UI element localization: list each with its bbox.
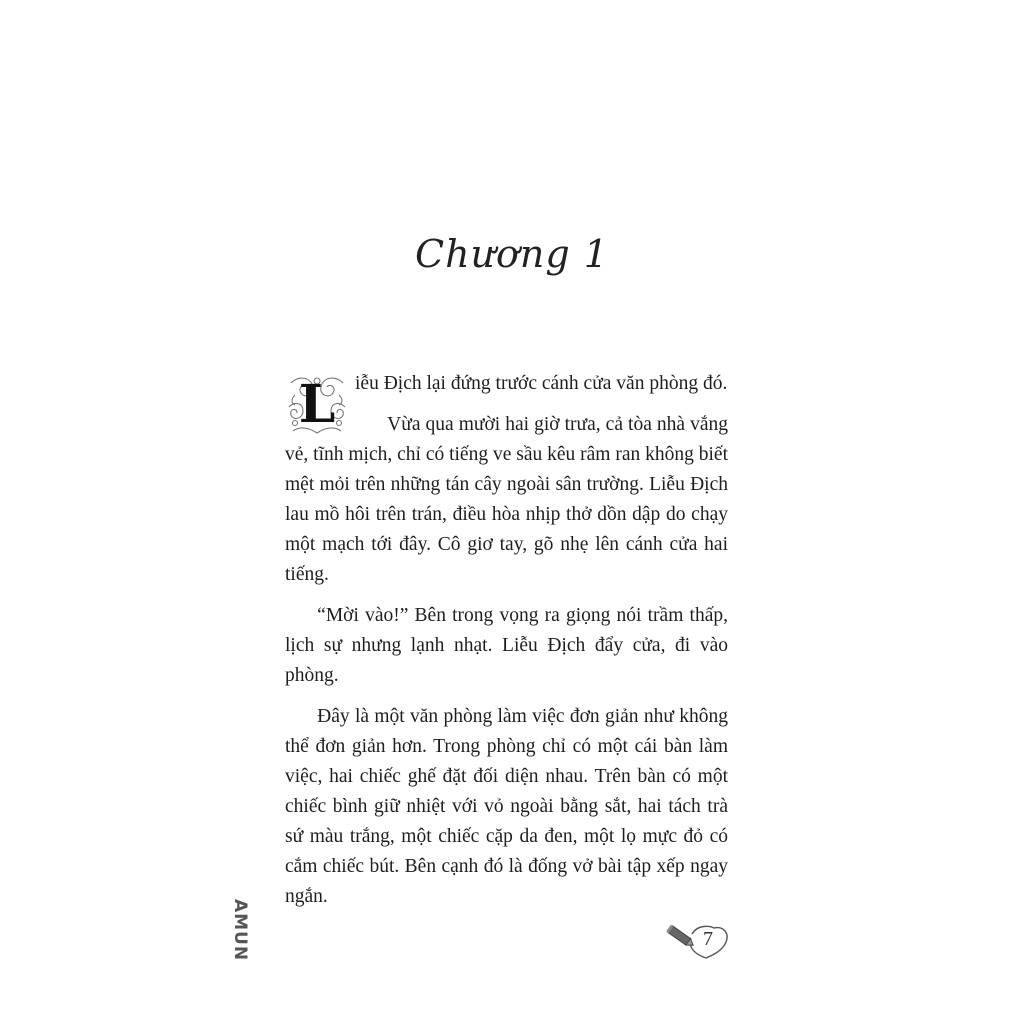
drop-cap-letter: L	[298, 374, 336, 435]
paragraph-1	[285, 369, 728, 435]
page-number: 7	[703, 928, 713, 950]
publisher-logo-text: AMUN	[230, 898, 251, 962]
drop-cap	[285, 373, 349, 437]
body-text	[285, 369, 728, 923]
publisher-logo	[223, 898, 257, 962]
paragraph-4: Đây là một văn phòng làm việc đơn giản như không thể đơn giản hơn. Trong phòng chỉ có một cái bàn làm việc, hai chiếc ghế đặt đối diện nhau. Trên bàn có một chiếc bình giữ nhiệt với vỏ ngoài bằng sắt, hai tách trà sứ màu trắng, một chiếc cặp da đen, một lọ mực đỏ có cắm chiếc bút. Bên cạnh đó là đống vở bài tập xếp ngay ngắn.	[285, 706, 728, 907]
paragraph-3: “Mời vào!” Bên trong vọng ra giọng nói trầm thấp, lịch sự nhưng lạnh nhạt. Liễu Địch đẩy cửa, đi vào phòng.	[285, 605, 728, 686]
paragraph-2: Vừa qua mười hai giờ trưa, cả tòa nhà vắng vẻ, tĩnh mịch, chỉ có tiếng ve sầu kêu râm ran không biết mệt mỏi trên những tán cây ngoài sân trường. Liễu Địch lau mồ hôi trên trán, điều hòa nhịp thở dồn dập do chạy một mạch tới đây. Cô giơ tay, gõ nhẹ lên cánh cửa hai tiếng.	[285, 414, 728, 585]
paragraph-1-text: iễu Địch lại đứng trước cánh cửa văn phòng đó.	[355, 373, 728, 394]
chapter-title: Chương 1	[415, 232, 609, 276]
